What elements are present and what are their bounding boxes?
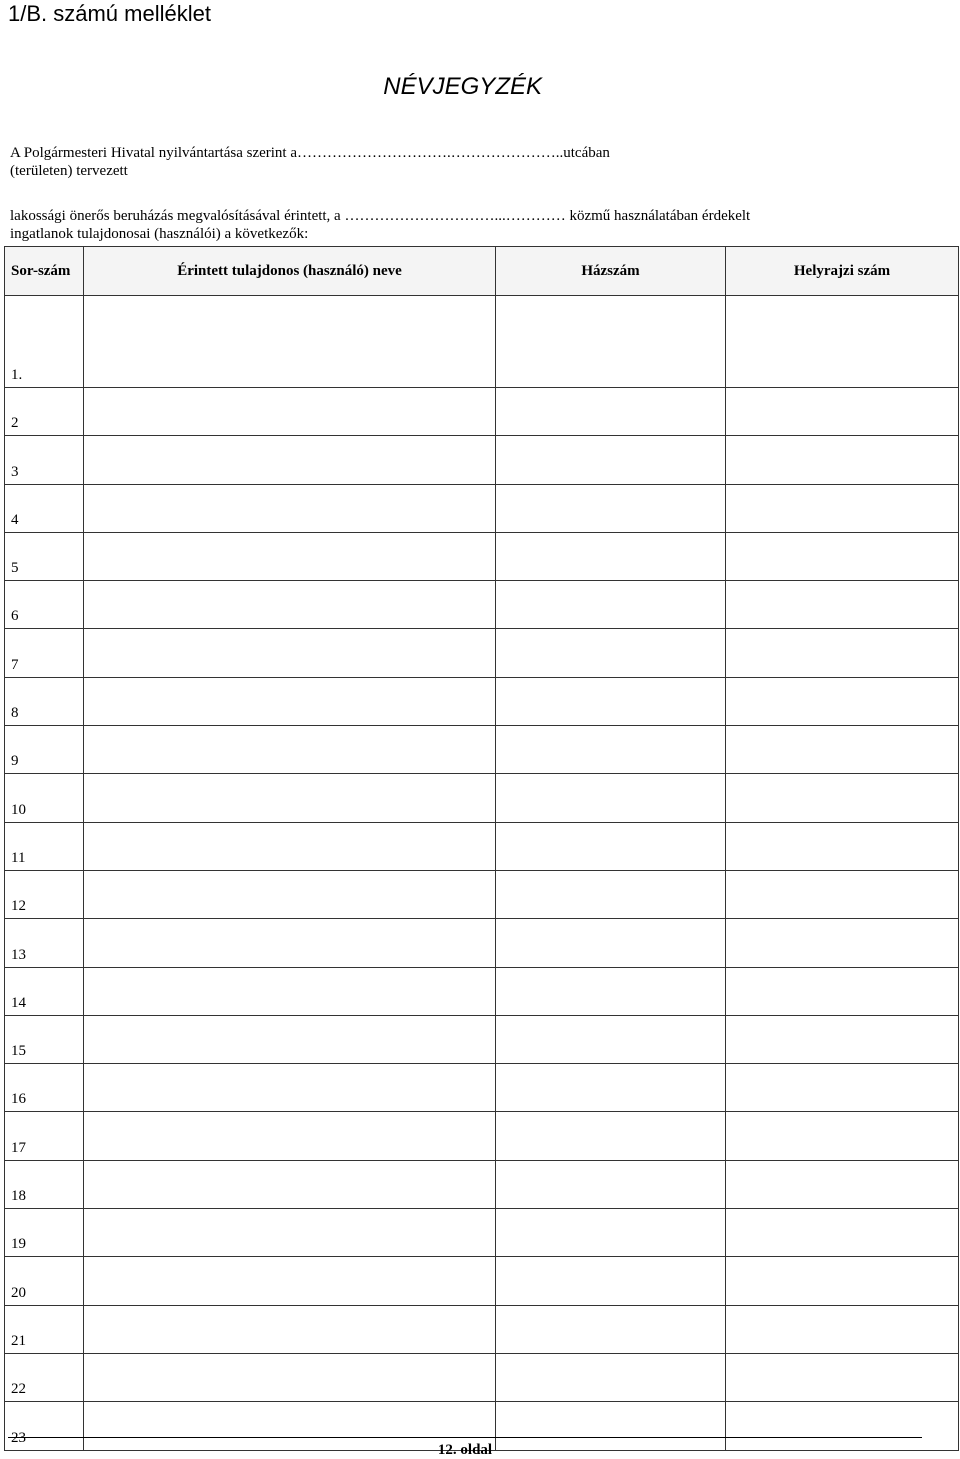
parcel-number-cell[interactable] xyxy=(726,1257,959,1305)
document-title xyxy=(0,72,930,102)
table-row xyxy=(5,1112,959,1160)
row-number-cell: 7 xyxy=(5,629,84,677)
owner-name-cell[interactable] xyxy=(84,1112,496,1160)
owner-name-cell[interactable] xyxy=(84,1353,496,1401)
row-number-cell: 15 xyxy=(5,1015,84,1063)
parcel-number-cell[interactable] xyxy=(726,1160,959,1208)
header-owner-name: Érintett tulajdonos (használó) neve xyxy=(84,247,496,296)
owner-name-cell[interactable] xyxy=(84,1257,496,1305)
header-parcel-number: Helyrajzi szám xyxy=(726,247,959,296)
parcel-number-cell[interactable] xyxy=(726,1015,959,1063)
row-number-cell: 12 xyxy=(5,870,84,918)
parcel-number-cell[interactable] xyxy=(726,1064,959,1112)
parcel-number-cell[interactable] xyxy=(726,1209,959,1257)
owner-name-cell[interactable] xyxy=(84,774,496,822)
house-number-cell[interactable] xyxy=(496,436,726,484)
house-number-cell[interactable] xyxy=(496,484,726,532)
table-row xyxy=(5,870,959,918)
house-number-cell[interactable] xyxy=(496,629,726,677)
table-header-row xyxy=(5,247,959,296)
table-row xyxy=(5,1160,959,1208)
house-number-cell[interactable] xyxy=(496,726,726,774)
row-number-cell: 21 xyxy=(5,1305,84,1353)
intro-paragraph-2 xyxy=(10,207,950,243)
row-number-cell: 4 xyxy=(5,484,84,532)
parcel-number-cell[interactable] xyxy=(726,1112,959,1160)
parcel-number-cell[interactable] xyxy=(726,822,959,870)
house-number-cell[interactable] xyxy=(496,870,726,918)
house-number-cell[interactable] xyxy=(496,1353,726,1401)
row-number-cell: 14 xyxy=(5,967,84,1015)
row-number-cell: 23 xyxy=(5,1402,84,1450)
row-number-cell: 17 xyxy=(5,1112,84,1160)
row-number-cell: 5 xyxy=(5,532,84,580)
row-number-cell: 11 xyxy=(5,822,84,870)
owner-name-cell[interactable] xyxy=(84,1160,496,1208)
header-house-number: Házszám xyxy=(496,247,726,296)
row-number-cell: 13 xyxy=(5,919,84,967)
parcel-number-cell[interactable] xyxy=(726,581,959,629)
table-row xyxy=(5,774,959,822)
table-row xyxy=(5,919,959,967)
table-row xyxy=(5,484,959,532)
parcel-number-cell[interactable] xyxy=(726,677,959,725)
parcel-number-cell[interactable] xyxy=(726,870,959,918)
parcel-number-cell[interactable] xyxy=(726,388,959,436)
row-number-cell: 19 xyxy=(5,1209,84,1257)
table-row xyxy=(5,677,959,725)
row-number-cell: 9 xyxy=(5,726,84,774)
house-number-cell[interactable] xyxy=(496,296,726,388)
table-row xyxy=(5,532,959,580)
parcel-number-cell[interactable] xyxy=(726,967,959,1015)
row-number-cell: 18 xyxy=(5,1160,84,1208)
parcel-number-cell[interactable] xyxy=(726,774,959,822)
parcel-number-cell[interactable] xyxy=(726,629,959,677)
house-number-cell[interactable] xyxy=(496,388,726,436)
parcel-number-cell[interactable] xyxy=(726,484,959,532)
table-row xyxy=(5,967,959,1015)
owner-name-cell[interactable] xyxy=(84,1305,496,1353)
owner-name-cell[interactable] xyxy=(84,484,496,532)
intro-paragraph-2-line1: lakossági önerős beruházás megvalósításával érintett, a …………………………...………… közmű használatában érdekelt xyxy=(10,208,751,224)
row-number-cell: 16 xyxy=(5,1064,84,1112)
house-number-cell[interactable] xyxy=(496,1305,726,1353)
row-number-cell: 10 xyxy=(5,774,84,822)
owner-name-cell[interactable] xyxy=(84,388,496,436)
parcel-number-cell[interactable] xyxy=(726,1353,959,1401)
house-number-cell[interactable] xyxy=(496,919,726,967)
annex-title: 1/B. számú melléklet xyxy=(8,1,211,26)
row-number-cell: 22 xyxy=(5,1353,84,1401)
owner-name-cell[interactable] xyxy=(84,677,496,725)
table-row xyxy=(5,1209,959,1257)
owner-name-cell[interactable] xyxy=(84,581,496,629)
house-number-cell[interactable] xyxy=(496,1112,726,1160)
row-number-cell: 2 xyxy=(5,388,84,436)
intro-paragraph-1-line2: (területen) tervezett xyxy=(10,163,128,179)
table-row xyxy=(5,1064,959,1112)
table-row xyxy=(5,581,959,629)
owner-name-cell[interactable] xyxy=(84,1209,496,1257)
row-number-cell: 1. xyxy=(5,296,84,388)
table-row xyxy=(5,822,959,870)
table-row xyxy=(5,629,959,677)
intro-paragraph-2-line2: ingatlanok tulajdonosai (használói) a következők: xyxy=(10,226,309,242)
house-number-cell[interactable] xyxy=(496,967,726,1015)
owner-name-cell[interactable] xyxy=(84,1015,496,1063)
table-row xyxy=(5,1257,959,1305)
parcel-number-cell[interactable] xyxy=(726,1305,959,1353)
table-row xyxy=(5,726,959,774)
house-number-cell[interactable] xyxy=(496,1160,726,1208)
intro-paragraph-1-line1: A Polgármesteri Hivatal nyilvántartása szerint a………………………….…………………..utcában xyxy=(10,145,610,161)
parcel-number-cell[interactable] xyxy=(726,532,959,580)
owner-name-cell[interactable] xyxy=(84,532,496,580)
parcel-number-cell[interactable] xyxy=(726,726,959,774)
table-row xyxy=(5,1305,959,1353)
document-title-text: NÉVJEGYZÉK xyxy=(383,73,542,100)
table-row xyxy=(5,296,959,388)
parcel-number-cell[interactable] xyxy=(726,919,959,967)
page-number: 12. oldal xyxy=(437,1442,493,1458)
owner-name-cell[interactable] xyxy=(84,436,496,484)
owner-name-cell[interactable] xyxy=(84,629,496,677)
parcel-number-cell[interactable] xyxy=(726,296,959,388)
table-row xyxy=(5,1353,959,1401)
house-number-cell[interactable] xyxy=(496,677,726,725)
table-row xyxy=(5,388,959,436)
owner-name-cell[interactable] xyxy=(84,1064,496,1112)
owner-name-cell[interactable] xyxy=(84,822,496,870)
owner-name-cell[interactable] xyxy=(84,967,496,1015)
house-number-cell[interactable] xyxy=(496,1257,726,1305)
owner-name-cell[interactable] xyxy=(84,296,496,388)
house-number-cell[interactable] xyxy=(496,1064,726,1112)
owner-name-cell[interactable] xyxy=(84,919,496,967)
house-number-cell[interactable] xyxy=(496,532,726,580)
house-number-cell[interactable] xyxy=(496,822,726,870)
row-number-cell: 3 xyxy=(5,436,84,484)
house-number-cell[interactable] xyxy=(496,581,726,629)
row-number-cell: 6 xyxy=(5,581,84,629)
row-number-cell: 20 xyxy=(5,1257,84,1305)
footer-divider xyxy=(8,1437,922,1438)
house-number-cell[interactable] xyxy=(496,1209,726,1257)
table-row xyxy=(5,436,959,484)
owners-register-table xyxy=(4,246,959,1451)
table-row xyxy=(5,1015,959,1063)
parcel-number-cell[interactable] xyxy=(726,436,959,484)
house-number-cell[interactable] xyxy=(496,1015,726,1063)
owner-name-cell[interactable] xyxy=(84,726,496,774)
house-number-cell[interactable] xyxy=(496,774,726,822)
intro-paragraph-1 xyxy=(10,144,950,180)
owner-name-cell[interactable] xyxy=(84,870,496,918)
header-row-number: Sor-szám xyxy=(5,247,84,296)
row-number-cell: 8 xyxy=(5,677,84,725)
